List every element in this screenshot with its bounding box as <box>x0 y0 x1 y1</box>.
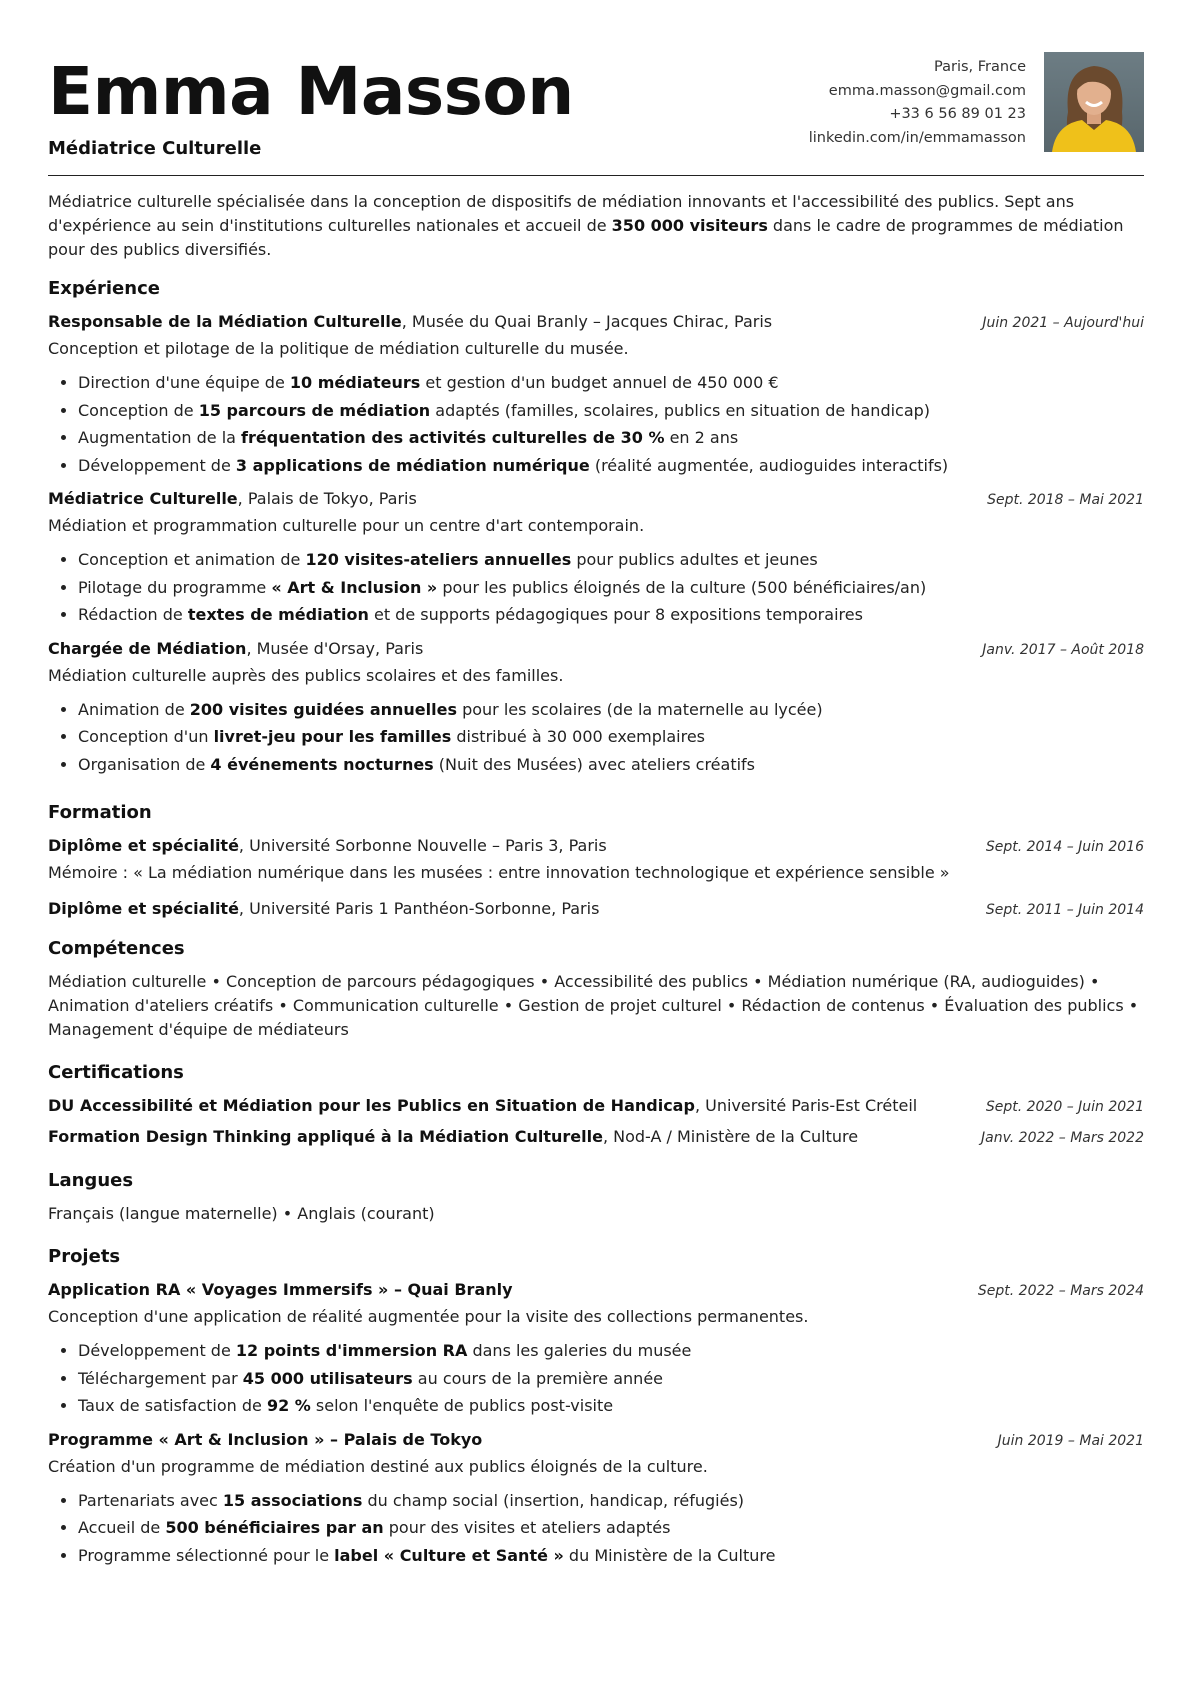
profile-photo <box>1044 52 1144 152</box>
section-heading-projets: Projets <box>48 1246 121 1267</box>
entry-date: Sept. 2022 – Mars 2024 <box>977 1283 1144 1299</box>
entry-date: Janv. 2022 – Mars 2022 <box>981 1130 1144 1146</box>
highlight: 15 associations <box>222 1490 363 1510</box>
section-heading-experience: Expérience <box>48 278 160 299</box>
education-entry <box>48 897 1144 922</box>
entry-title: Diplôme et spécialité <box>48 899 239 918</box>
text: Augmentation de la <box>78 428 242 447</box>
highlight: 4 événements nocturnes <box>210 754 434 774</box>
contact-email: emma.masson@gmail.com <box>828 82 1026 99</box>
education-entry <box>48 834 1144 885</box>
list-item <box>78 574 1144 602</box>
entry-date: Janv. 2017 – Août 2018 <box>982 641 1144 658</box>
section-heading-competences: Compétences <box>48 938 185 959</box>
text: Conception d'un <box>78 727 214 746</box>
entry-date: Sept. 2020 – Juin 2021 <box>985 1099 1144 1115</box>
project-entry <box>48 1278 1144 1420</box>
list-item <box>78 1487 1144 1515</box>
bullet-list <box>48 1487 1144 1570</box>
highlight: label « Culture et Santé » <box>334 1545 564 1565</box>
summary <box>48 190 1144 262</box>
text: pour publics adultes et jeunes <box>571 550 818 569</box>
bullet-list <box>48 546 1144 629</box>
text: dans les galeries du musée <box>467 1341 692 1360</box>
entry-title: Diplôme et spécialité <box>48 836 239 855</box>
entry-description: Conception d'une application de réalité augmentée pour la visite des collections permanentes. <box>48 1307 809 1326</box>
text: selon l'enquête de publics post-visite <box>310 1396 614 1415</box>
list-item <box>78 1392 1144 1420</box>
list-item <box>78 397 1144 425</box>
text: Programme sélectionné pour le <box>78 1545 335 1565</box>
text: Développement de <box>78 1341 236 1360</box>
portrait-illustration <box>1044 52 1144 152</box>
list-item <box>78 751 1144 779</box>
text: et gestion d'un budget annuel de 450 000 € <box>420 373 779 392</box>
entry-date: Sept. 2011 – Juin 2014 <box>985 902 1144 918</box>
full-name: Emma Masson <box>48 53 574 130</box>
summary-text: Médiatrice culturelle spécialisée dans la conception de dispositifs de médiation innovants et l'accessibilité des publics. Sept ans d'expérience au sein d'institutions culturelles nationales et accueil de <box>48 192 1075 235</box>
entry-date: Sept. 2014 – Juin 2016 <box>985 839 1144 855</box>
text: Taux de satisfaction de <box>78 1396 267 1415</box>
list-item <box>78 1514 1144 1542</box>
header-divider <box>48 175 1144 176</box>
entry-date: Juin 2021 – Aujourd'hui <box>982 315 1144 331</box>
header <box>48 52 1144 176</box>
entry-date: Juin 2019 – Mai 2021 <box>997 1432 1144 1449</box>
highlight: livret-jeu pour les familles <box>213 727 452 746</box>
entry-description: Médiation culturelle auprès des publics scolaires et des familles. <box>48 665 564 685</box>
highlight: fréquentation des activités culturelles de 30 % <box>241 428 665 447</box>
entry-title: Médiatrice Culturelle <box>48 489 238 508</box>
text: (réalité augmentée, audioguides interactifs) <box>589 455 949 475</box>
entry-description: Mémoire : « La médiation numérique dans les musées : entre innovation technologique et expérience sensible » <box>48 863 950 882</box>
text: Accueil de <box>78 1518 166 1537</box>
contact-info <box>809 56 1026 150</box>
text: Partenariats avec <box>78 1490 223 1510</box>
list-item <box>78 1365 1144 1393</box>
text: Conception et animation de <box>78 550 306 569</box>
languages-list: Français (langue maternelle) • Anglais (courant) <box>48 1204 435 1223</box>
entry-title: Programme « Art & Inclusion » – Palais de Tokyo <box>48 1429 483 1449</box>
text: Rédaction de <box>78 605 188 624</box>
text: et de supports pédagogiques pour 8 expositions temporaires <box>368 605 863 624</box>
entry-org: , Nod-A / Ministère de la Culture <box>602 1127 859 1146</box>
text: Animation de <box>78 699 190 719</box>
contact-location: Paris, France <box>934 59 1026 75</box>
entry-title: Responsable de la Médiation Culturelle <box>48 312 402 331</box>
text: Téléchargement par <box>78 1368 243 1388</box>
list-item <box>78 696 1144 724</box>
list-item <box>78 1337 1144 1365</box>
highlight: 200 visites guidées annuelles <box>189 699 457 719</box>
summary-highlight: 350 000 visiteurs <box>611 216 768 235</box>
text: au cours de la première année <box>412 1368 663 1388</box>
text: du Ministère de la Culture <box>563 1545 776 1565</box>
entry-description: Médiation et programmation culturelle pour un centre d'art contemporain. <box>48 516 645 535</box>
entry-date: Sept. 2018 – Mai 2021 <box>987 492 1144 508</box>
highlight: 500 bénéficiaires par an <box>165 1518 384 1537</box>
project-entry <box>48 1428 1144 1570</box>
list-item <box>78 452 1144 480</box>
experience-entry <box>48 487 1144 629</box>
highlight: 45 000 utilisateurs <box>242 1368 413 1388</box>
text: en 2 ans <box>664 428 739 447</box>
text: pour des visites et ateliers adaptés <box>383 1518 671 1537</box>
highlight: « Art & Inclusion » <box>271 577 438 597</box>
text: adaptés (familles, scolaires, publics en situation de handicap) <box>430 400 931 420</box>
entry-title: Chargée de Médiation <box>48 638 247 658</box>
job-title: Médiatrice Culturelle <box>48 138 262 159</box>
list-item <box>78 546 1144 574</box>
text: pour les scolaires (de la maternelle au lycée) <box>456 699 823 719</box>
text: Pilotage du programme <box>78 577 272 597</box>
contact-phone: +33 6 56 89 01 23 <box>889 106 1026 122</box>
text: (Nuit des Musées) avec ateliers créatifs <box>433 754 756 774</box>
list-item <box>78 601 1144 629</box>
entry-org: , Musée du Quai Branly – Jacques Chirac, Paris <box>401 312 773 331</box>
list-item <box>78 723 1144 751</box>
entry-title: Formation Design Thinking appliqué à la Médiation Culturelle <box>48 1127 603 1146</box>
entry-org: , Université Paris 1 Panthéon-Sorbonne, Paris <box>238 899 600 918</box>
list-item <box>78 424 1144 452</box>
text: Direction d'une équipe de <box>78 373 290 392</box>
entry-org: , Université Sorbonne Nouvelle – Paris 3, Paris <box>238 836 607 855</box>
contact-linkedin: linkedin.com/in/emmamasson <box>808 129 1026 146</box>
text: Conception de <box>78 400 199 420</box>
experience-entry <box>48 310 1144 479</box>
entry-description: Conception et pilotage de la politique de médiation culturelle du musée. <box>48 339 629 358</box>
entry-org: , Palais de Tokyo, Paris <box>237 489 417 508</box>
bullet-list <box>48 696 1144 779</box>
list-item <box>78 1542 1144 1570</box>
text: distribué à 30 000 exemplaires <box>451 727 706 746</box>
entry-org: , Université Paris-Est Créteil <box>694 1096 918 1115</box>
experience-entry <box>48 637 1144 779</box>
highlight: 3 applications de médiation numérique <box>235 455 590 475</box>
highlight: 12 points d'immersion RA <box>235 1341 468 1360</box>
certification-entry <box>48 1094 1144 1119</box>
summary-text: dans le cadre de programmes de médiation pour des publics diversifiés. <box>48 216 1124 259</box>
highlight: 92 % <box>266 1396 311 1415</box>
highlight: textes de médiation <box>187 605 369 624</box>
text: du champ social (insertion, handicap, réfugiés) <box>362 1490 745 1510</box>
text: Développement de <box>78 455 236 475</box>
section-heading-langues: Langues <box>48 1170 134 1191</box>
bullet-list <box>48 1337 1144 1420</box>
section-heading-formation: Formation <box>48 802 152 823</box>
highlight: 120 visites-ateliers annuelles <box>305 550 572 569</box>
certification-entry <box>48 1125 1144 1150</box>
entry-title: Application RA « Voyages Immersifs » – Quai Branly <box>48 1280 513 1299</box>
resume-content <box>48 190 1144 1577</box>
highlight: 15 parcours de médiation <box>198 400 431 420</box>
highlight: 10 médiateurs <box>289 373 421 392</box>
bullet-list <box>48 369 1144 479</box>
list-item <box>78 369 1144 397</box>
section-heading-certifications: Certifications <box>48 1062 184 1083</box>
entry-org: , Musée d'Orsay, Paris <box>246 638 424 658</box>
entry-title: DU Accessibilité et Médiation pour les Publics en Situation de Handicap <box>48 1096 695 1115</box>
text: pour les publics éloignés de la culture (500 bénéficiaires/an) <box>437 577 927 597</box>
text: Organisation de <box>78 754 211 774</box>
skills-list: Médiation culturelle • Conception de parcours pédagogiques • Accessibilité des publics • Médiation numérique (RA, audioguides) • Animation d'ateliers créatifs • Communication culturelle • Gestion de projet culturel • Rédaction de contenus • Évaluation des publics • Management d'équipe de médiateurs <box>48 972 1139 1039</box>
entry-description: Création d'un programme de médiation destiné aux publics éloignés de la culture. <box>48 1456 708 1476</box>
